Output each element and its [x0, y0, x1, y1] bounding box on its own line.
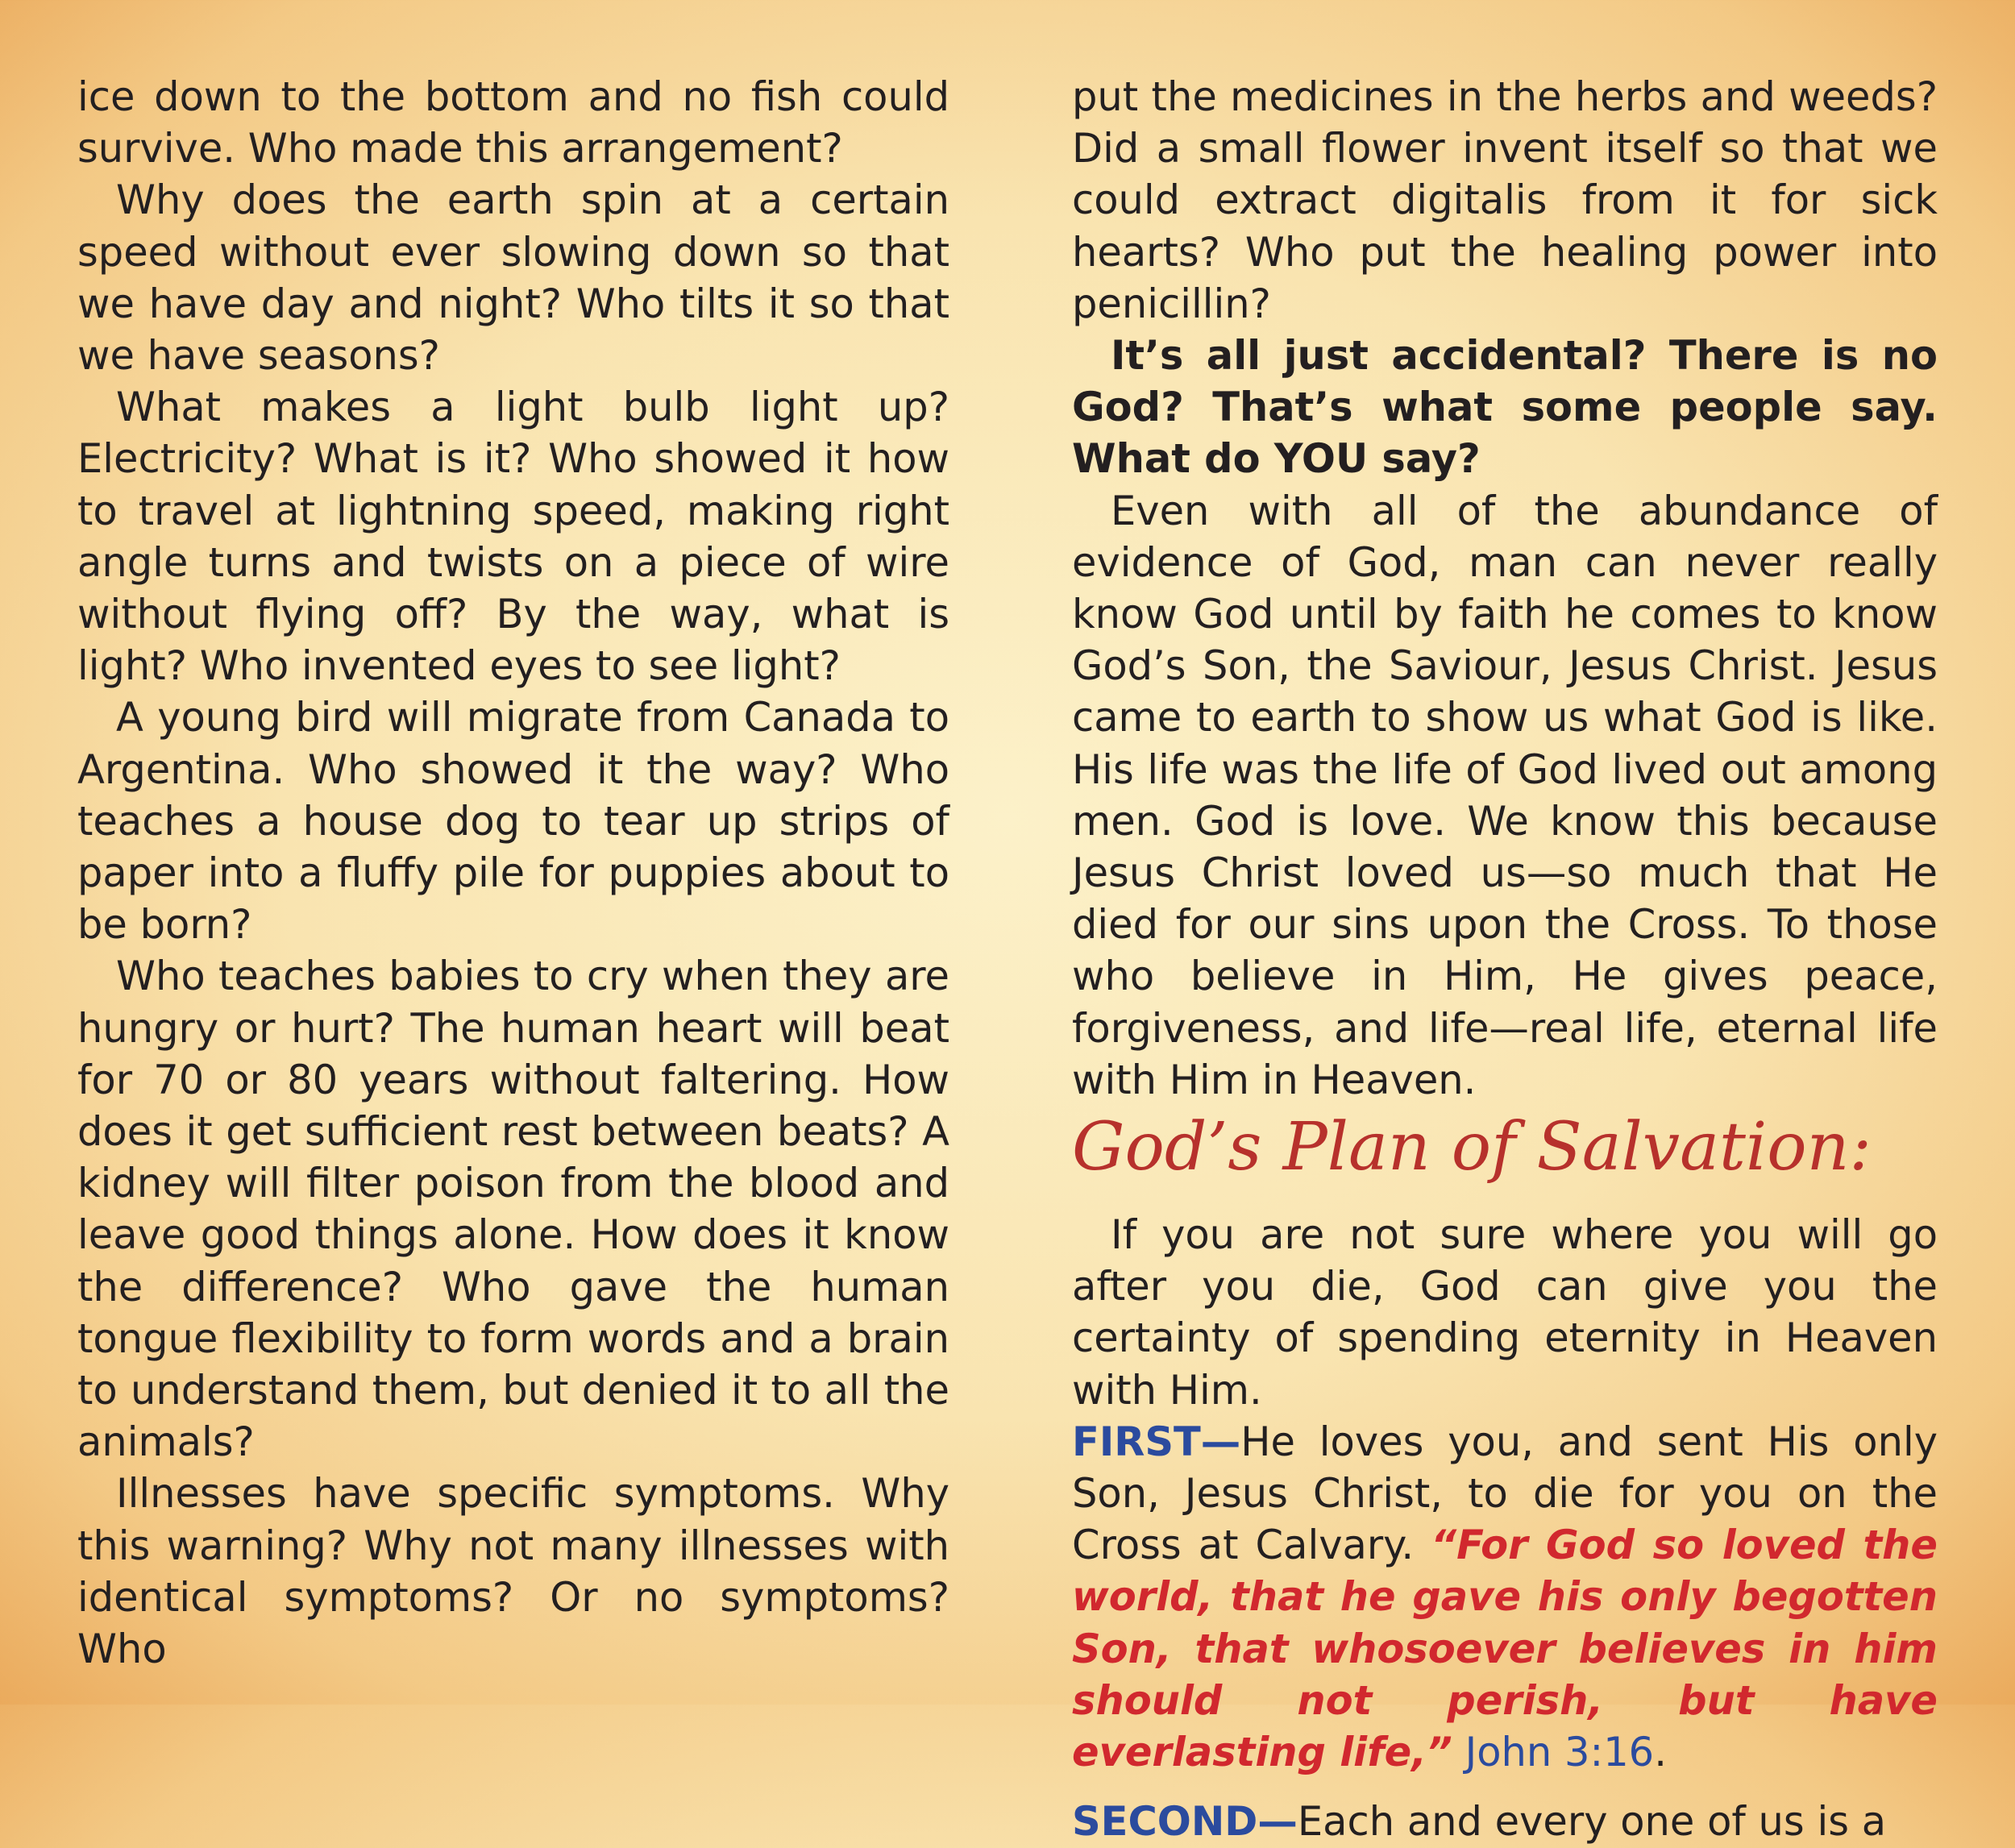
bold-paragraph: It’s all just accidental? There is no God? That’s what some people say. What do YOU say? [1072, 332, 1938, 483]
second-paragraph [1072, 1796, 1938, 1847]
first-end: . [1654, 1729, 1667, 1776]
paragraph: put the medicines in the herbs and weeds? Did a small flower invent itself so that we could extract digitalis from it for sick hearts? Who put the healing power into penicillin? [1072, 73, 1938, 327]
first-text: He loves you, and sent His only Son, Jesus Christ, to die for you on the Cross at Calvary. [1072, 1418, 1938, 1569]
second-text: Each and every one of us is a [1297, 1798, 1887, 1846]
paragraph: Illnesses have specific symptoms. Why this warning? Why not many illnesses with identical symptoms? Or no symptoms? Who [77, 1470, 949, 1673]
first-paragraph [1072, 1416, 1938, 1778]
bible-verse: “For God so loved the world, that he gave his only begotten Son, that whosoever believes in him should not perish, but have everlasting life,” [1072, 1522, 1938, 1776]
paragraph: Why does the earth spin at a certain speed without ever slowing down so that we have day and night? Who tilts it so that we have seasons? [77, 176, 949, 380]
paragraph: What makes a light bulb light up? Electricity? What is it? Who showed it how to travel at lightning speed, making right angle turns and twists on a piece of wire without flying off? By the way, what is light? Who invented eyes to see light? [77, 384, 949, 690]
first-label: FIRST— [1072, 1418, 1241, 1465]
paragraph: Even with all of the abundance of evidence of God, man can never really know God until by faith he comes to know God’s Son, the Saviour, Jesus Christ. Jesus came to earth to show us what God is like. His life was the life of God lived out among men. God is love. We know this because Jesus Christ loved us—so much that He died for our sins upon the Cross. To those who believe in Him, He gives peace, forgiveness, and life—real life, eternal life with Him in Heaven. [1072, 487, 1938, 1103]
second-label: SECOND— [1072, 1798, 1298, 1846]
paragraph: ice down to the bottom and no fish could survive. Who made this arrangement? [77, 73, 949, 172]
right-column [1072, 71, 1938, 1848]
left-column [77, 71, 949, 1675]
paragraph: Who teaches babies to cry when they are hungry or hurt? The human heart will beat for 70 or 80 years without faltering. How does it get sufficient rest between beats? A kidney will filter poison from the blood and leave good things alone. How does it know the difference? Who gave the human tongue flexibility to form words and a brain to understand them, but denied it to all the animals? [77, 953, 949, 1466]
section-heading: God’s Plan of Salvation: [1072, 1109, 1872, 1186]
paragraph: A young bird will migrate from Canada to Argentina. Who showed it the way? Who teaches a house dog to tear up strips of paper into a fluffy pile for puppies about to be born? [77, 694, 949, 949]
paragraph: If you are not sure where you will go after you die, God can give you the certainty of spending eternity in Heaven with Him. [1072, 1211, 1938, 1414]
verse-reference: John 3:16 [1452, 1729, 1655, 1776]
